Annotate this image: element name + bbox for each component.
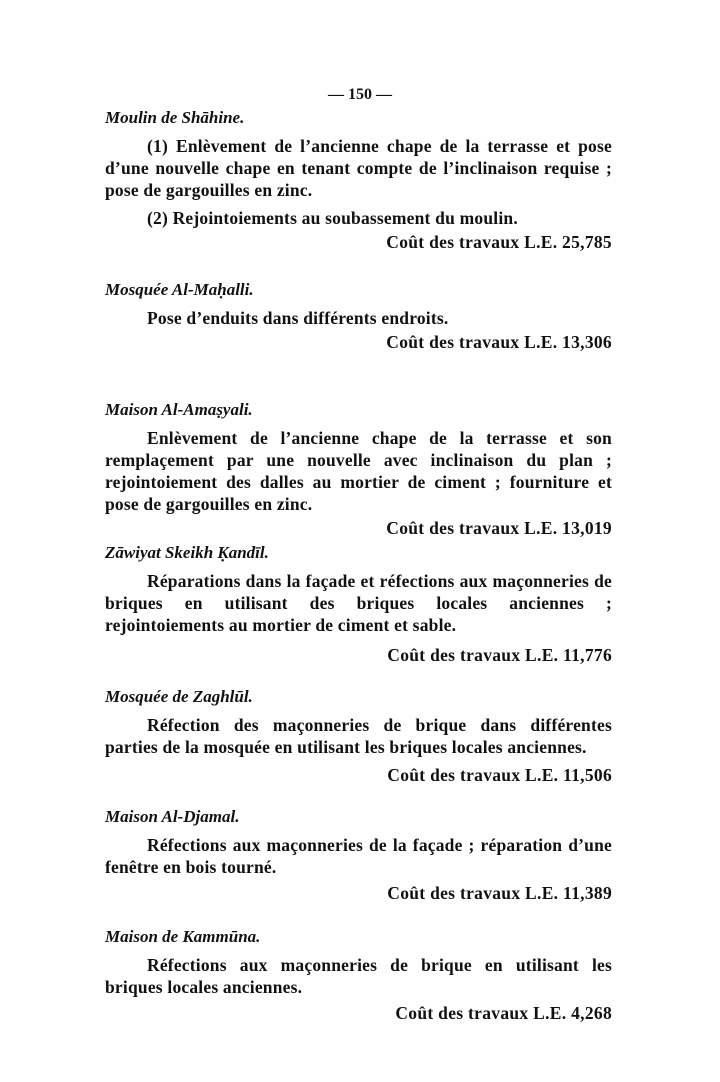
section-mosquee-de-zaghlul bbox=[105, 686, 612, 786]
cost-line: Coût des travaux L.E. 11,776 bbox=[387, 645, 612, 665]
section-moulin-de-shahine bbox=[105, 107, 612, 253]
page-number: — 150 — bbox=[328, 86, 392, 103]
paragraph: Enlèvement de l’ancienne chape de la terrasse et son remplaçement par une nouvelle avec inclinaison du plan ; rejointoiement des dalles au mortier de ciment ; fourniture et pose de gargouilles en zinc. bbox=[105, 428, 612, 514]
cost-line: Coût des travaux L.E. 11,389 bbox=[387, 883, 612, 903]
paragraph: (2) Rejointoiements au soubassement du moulin. bbox=[147, 208, 518, 228]
cost-line: Coût des travaux L.E. 11,506 bbox=[387, 765, 612, 785]
section-title: Mosquée de Zaghlūl. bbox=[105, 687, 253, 706]
paragraph: Réfections aux maçonneries de la façade ; réparation d’une fenêtre en bois tourné. bbox=[105, 835, 612, 877]
paragraph: Réparations dans la façade et réfections aux maçonneries de briques en utilisant des briques locales anciennes ; rejointoiements au mortier de ciment et sable. bbox=[105, 571, 612, 635]
section-title: Zāwiyat Skeikh Ḳandīl. bbox=[105, 543, 269, 562]
section-zawiyat-skeikh-kandil bbox=[105, 542, 612, 666]
section-title: Maison de Kammūna. bbox=[105, 927, 261, 946]
section-title: Mosquée Al-Maḥalli. bbox=[105, 280, 254, 299]
section-mosquee-al-mahalli bbox=[105, 279, 612, 353]
cost-line: Coût des travaux L.E. 13,306 bbox=[386, 332, 612, 352]
section-title: Maison Al-Djamal. bbox=[105, 807, 240, 826]
cost-line: Coût des travaux L.E. 13,019 bbox=[386, 518, 612, 538]
section-title: Moulin de Shāhine. bbox=[105, 108, 245, 127]
paragraph: Réfection des maçonneries de brique dans différentes parties de la mosquée en utilisant les briques locales anciennes. bbox=[105, 715, 612, 757]
paragraph: Réfections aux maçonneries de brique en utilisant les briques locales anciennes. bbox=[105, 955, 612, 997]
section-maison-de-kammuna bbox=[105, 926, 612, 1024]
section-maison-al-amasyali bbox=[105, 399, 612, 539]
paragraph: (1) Enlèvement de l’ancienne chape de la terrasse et pose d’une nouvelle chape en tenant compte de l’inclinaison requise ; pose de gargouilles en zinc. bbox=[105, 136, 612, 200]
cost-line: Coût des travaux L.E. 25,785 bbox=[386, 232, 612, 252]
cost-line: Coût des travaux L.E. 4,268 bbox=[395, 1003, 612, 1023]
paragraph: Pose d’enduits dans différents endroits. bbox=[147, 308, 449, 328]
section-title: Maison Al-Amaṣyali. bbox=[105, 400, 253, 419]
section-maison-al-djamal bbox=[105, 806, 612, 904]
